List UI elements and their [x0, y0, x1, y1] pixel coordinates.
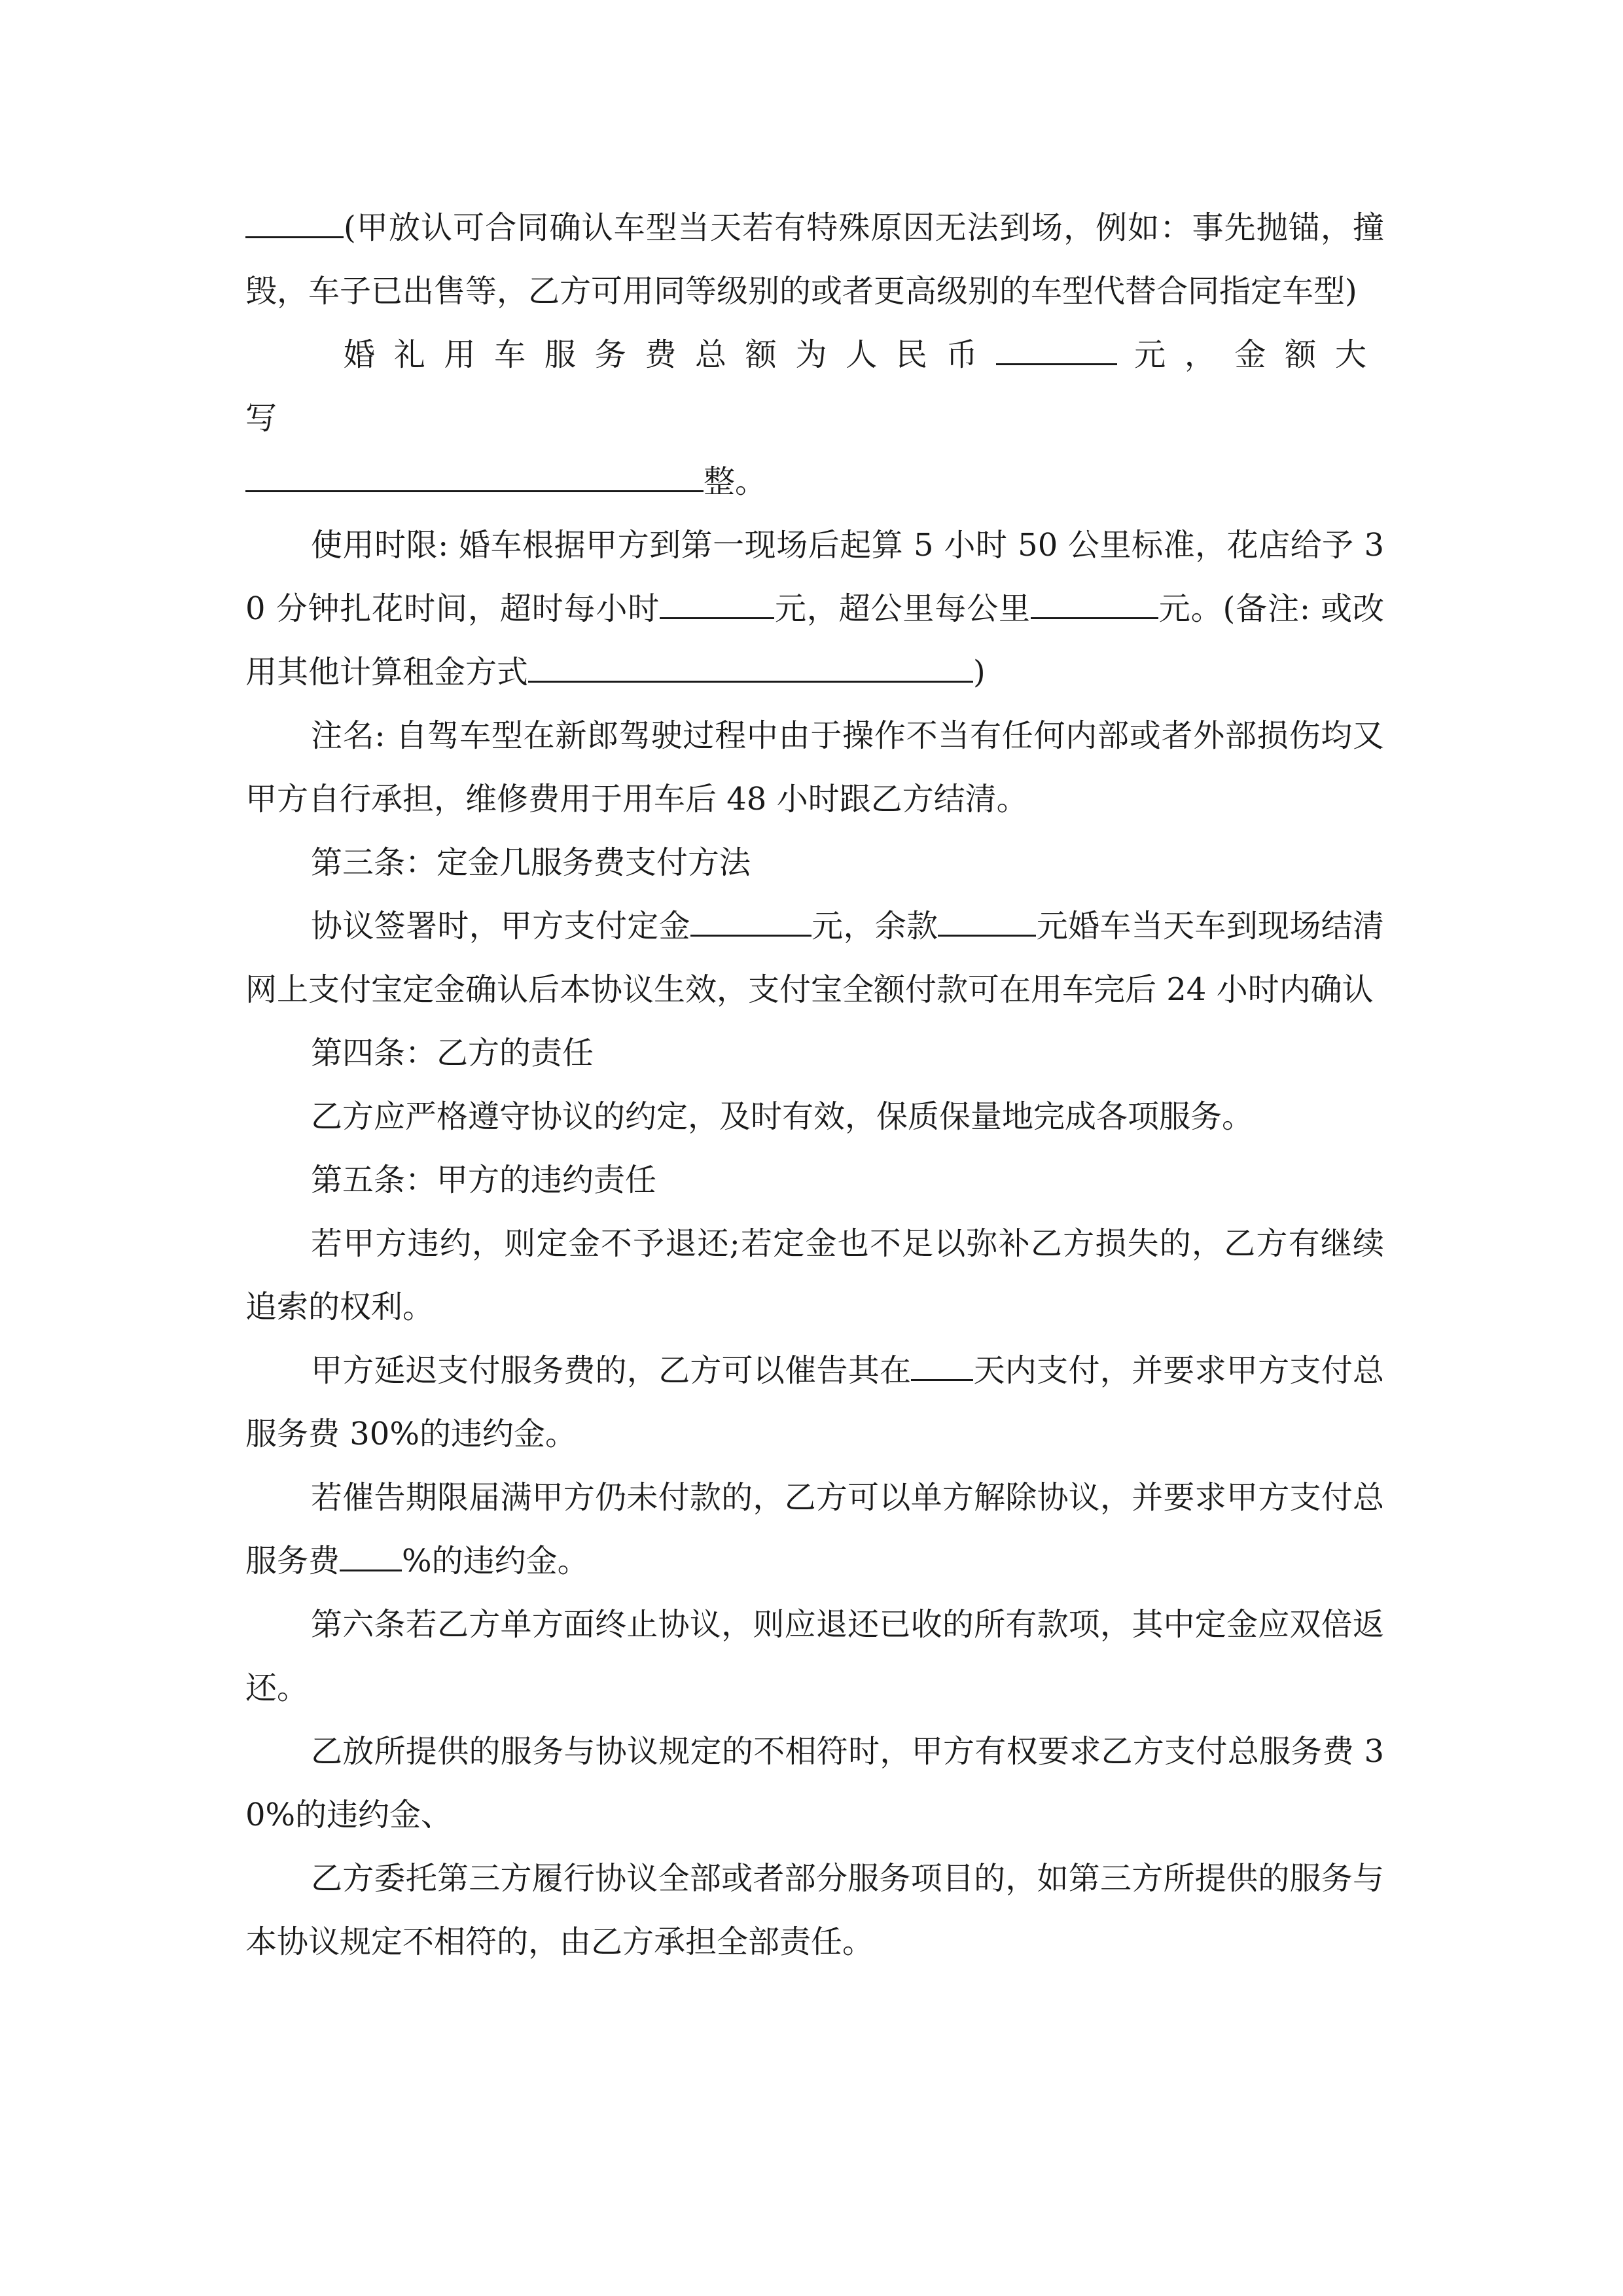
paragraph-text: 婚礼用车服务费总额为人民币 — [344, 336, 997, 373]
blank-line — [245, 210, 344, 238]
paragraph-text: 使用时限: 婚车根据甲方到第一现场后起算 5 小时 50 公里标准，花店给予 30 分钟扎花时间，超时每小时 — [245, 527, 1384, 627]
paragraph-third-party: 乙方委托第三方履行协议全部或者部分服务项目的，如第三方所提供的服务与本协议规定不相符的，由乙方承担全部责任。 — [245, 1860, 1384, 1960]
paragraph-party-b-duty: 乙方应严格遵守协议的约定，及时有效，保质保量地完成各项服务。 — [311, 1098, 1254, 1135]
paragraph-text: 元婚车当天车到现场结清网上支付宝定金确认后本协议生效，支付宝全额付款可在用车完后 24 小时内确认 — [245, 908, 1384, 1008]
blank-line — [938, 908, 1036, 937]
paragraph-self-drive-note: 注名: 自驾车型在新郎驾驶过程中由于操作不当有任何内部或者外部损伤均又甲方自行承担，维修费用于用车后 48 小时跟乙方结清。 — [245, 717, 1384, 817]
paragraph-deposit-payment — [245, 895, 1384, 1022]
paragraph-text: 元。(备注: 或改用其他计算租金方式 — [245, 590, 1384, 691]
paragraph-usage-time-limit — [245, 514, 1384, 704]
blank-line — [911, 1353, 973, 1381]
paragraph-text: 元，超公里每公里 — [774, 590, 1031, 627]
blank-line — [1031, 591, 1158, 619]
article-4-heading: 第四条：乙方的责任 — [311, 1035, 594, 1071]
document-page — [245, 196, 1384, 1974]
paragraph-text: ) — [973, 654, 986, 691]
article-6-paragraph: 第六条若乙方单方面终止协议，则应退还已收的所有款项，其中定金应双倍返还。 — [245, 1606, 1384, 1706]
paragraph-text: 若催告期限届满甲方仍未付款的，乙方可以单方解除协议，并要求甲方支付总服务费 — [245, 1479, 1384, 1579]
blank-line — [690, 908, 812, 937]
blank-line — [996, 337, 1117, 365]
paragraph-late-payment — [245, 1339, 1384, 1466]
paragraph-service-mismatch: 乙放所提供的服务与协议规定的不相符时，甲方有权要求乙方支付总服务费 30%的违约金、 — [245, 1733, 1384, 1833]
blank-line — [660, 591, 774, 619]
blank-line — [340, 1543, 402, 1571]
blank-line — [245, 464, 704, 492]
paragraph-service-fee-total — [245, 323, 1384, 514]
paragraph-text: 元，金额大写 — [245, 336, 1384, 437]
paragraph-text: 整。 — [704, 463, 767, 500]
paragraph-text: 元，余款 — [811, 908, 938, 944]
paragraph-text: 天内支付，并要求甲方支付总服务费 30%的违约金。 — [245, 1352, 1384, 1452]
paragraph-termination — [245, 1466, 1384, 1593]
paragraph-vehicle-substitution — [245, 196, 1384, 323]
paragraph-text: %的违约金。 — [402, 1543, 589, 1579]
paragraph-text: 甲方延迟支付服务费的，乙方可以催告其在 — [311, 1352, 912, 1389]
paragraph-text: (甲放认可合同确认车型当天若有特殊原因无法到场，例如：事先抛锚，撞毁，车子已出售等，乙方可用同等级别的或者更高级别的车型代替合同指定车型) — [245, 209, 1384, 310]
paragraph-text: 协议签署时，甲方支付定金 — [311, 908, 690, 944]
article-3-heading: 第三条：定金几服务费支付方法 — [311, 844, 751, 881]
paragraph-party-a-breach: 若甲方违约，则定金不予退还;若定金也不足以弥补乙方损失的，乙方有继续追索的权利。 — [245, 1225, 1384, 1325]
blank-line — [528, 655, 973, 683]
article-5-heading: 第五条：甲方的违约责任 — [311, 1162, 657, 1198]
